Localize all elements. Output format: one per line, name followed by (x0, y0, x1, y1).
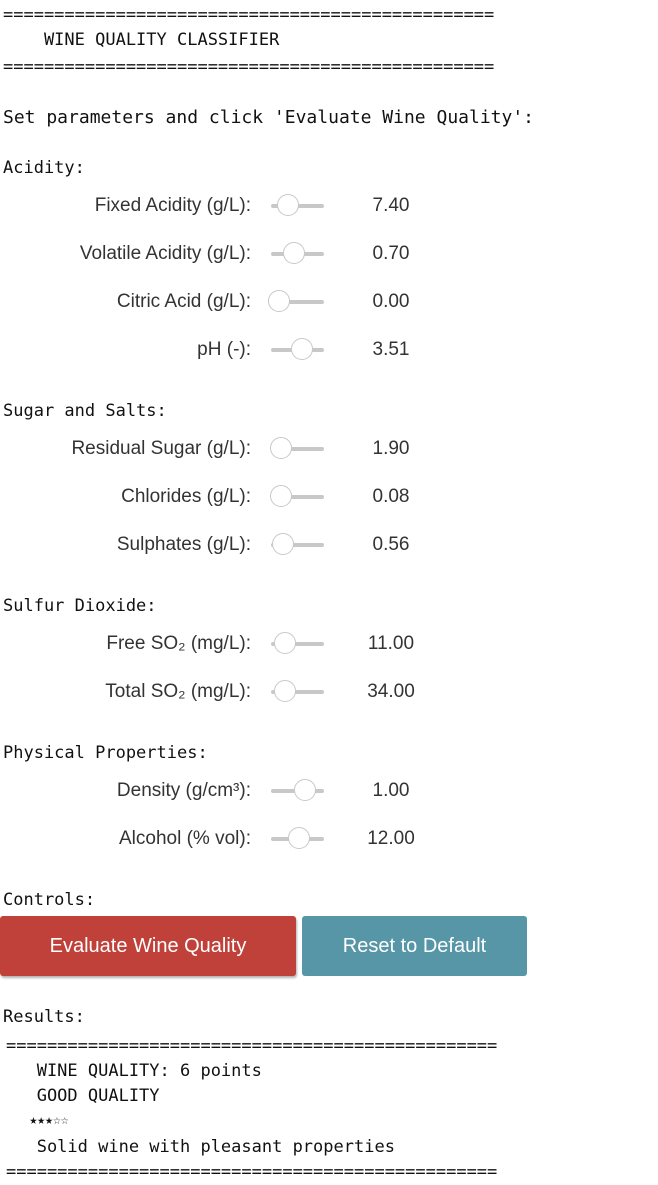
ph-slider[interactable] (271, 335, 324, 365)
slider-row-free-so2 (0, 629, 658, 659)
total-so2-label: Total SO₂ (mg/L): (105, 681, 251, 702)
slider-knob[interactable] (270, 437, 292, 459)
slider-knob[interactable] (270, 485, 292, 507)
slider-row-volatile-acidity (0, 239, 658, 269)
free-so2-slider[interactable] (271, 629, 324, 659)
alcohol-value: 12.00 (367, 828, 415, 849)
slider-knob[interactable] (283, 242, 305, 264)
result-star-rating: ★★★☆☆ (6, 1113, 69, 1128)
section-sugar-heading: Sugar and Salts: (3, 401, 167, 421)
ph-label: pH (-): (197, 339, 251, 360)
slider-knob[interactable] (294, 779, 316, 801)
section-physical-heading: Physical Properties: (3, 743, 208, 763)
slider-row-ph (0, 335, 658, 365)
app-title: WINE QUALITY CLASSIFIER (3, 30, 280, 50)
density-value: 1.00 (372, 780, 410, 801)
slider-row-sulphates (0, 530, 658, 560)
result-quality-grade: GOOD QUALITY (6, 1086, 160, 1106)
free-so2-value: 11.00 (367, 633, 415, 654)
citric-acid-slider[interactable] (271, 287, 324, 317)
section-controls-heading: Controls: (3, 890, 96, 910)
results-rule-bottom: ================================================ (6, 1162, 498, 1182)
instructions-text: Set parameters and click 'Evaluate Wine Quality': (3, 107, 535, 128)
section-sulfur-heading: Sulfur Dioxide: (3, 596, 157, 616)
result-description: Solid wine with pleasant properties (6, 1137, 395, 1157)
slider-knob[interactable] (274, 632, 296, 654)
volatile-acidity-value: 0.70 (372, 243, 410, 264)
section-acidity-heading: Acidity: (3, 158, 85, 178)
total-so2-value: 34.00 (367, 681, 415, 702)
citric-acid-label: Citric Acid (g/L): (116, 291, 251, 312)
chlorides-label: Chlorides (g/L): (121, 486, 251, 507)
total-so2-slider[interactable] (271, 677, 324, 707)
residual-sugar-slider[interactable] (271, 434, 324, 464)
residual-sugar-label: Residual Sugar (g/L): (71, 438, 251, 459)
slider-knob[interactable] (288, 827, 310, 849)
slider-row-alcohol (0, 824, 658, 854)
free-so2-label: Free SO₂ (mg/L): (106, 633, 251, 654)
fixed-acidity-label: Fixed Acidity (g/L): (94, 195, 251, 216)
slider-row-residual-sugar (0, 434, 658, 464)
evaluate-wine-quality-button[interactable]: Evaluate Wine Quality (0, 916, 296, 976)
header-rule-top: ================================================ (3, 5, 495, 25)
volatile-acidity-label: Volatile Acidity (g/L): (79, 243, 251, 264)
slider-knob[interactable] (274, 680, 296, 702)
slider-knob[interactable] (277, 194, 299, 216)
density-label: Density (g/cm³): (116, 780, 251, 801)
sulphates-slider[interactable] (271, 530, 324, 560)
volatile-acidity-slider[interactable] (271, 239, 324, 269)
chlorides-slider[interactable] (271, 482, 324, 512)
sulphates-value: 0.56 (372, 534, 410, 555)
section-results-heading: Results: (3, 1007, 85, 1027)
chlorides-value: 0.08 (372, 486, 410, 507)
slider-knob[interactable] (272, 533, 294, 555)
slider-row-total-so2 (0, 677, 658, 707)
slider-row-citric-acid (0, 287, 658, 317)
fixed-acidity-value: 7.40 (372, 195, 410, 216)
slider-knob[interactable] (268, 290, 290, 312)
citric-acid-value: 0.00 (372, 291, 410, 312)
density-slider[interactable] (271, 776, 324, 806)
residual-sugar-value: 1.90 (372, 438, 410, 459)
ph-value: 3.51 (372, 339, 410, 360)
slider-row-fixed-acidity (0, 191, 658, 221)
sulphates-label: Sulphates (g/L): (116, 534, 251, 555)
result-quality-score: WINE QUALITY: 6 points (6, 1061, 262, 1081)
results-rule-top: ================================================ (6, 1036, 498, 1056)
alcohol-label: Alcohol (% vol): (119, 828, 251, 849)
header-rule-bottom: ================================================ (3, 57, 495, 77)
alcohol-slider[interactable] (271, 824, 324, 854)
slider-row-chlorides (0, 482, 658, 512)
reset-to-default-button[interactable]: Reset to Default (302, 916, 527, 976)
fixed-acidity-slider[interactable] (271, 191, 324, 221)
slider-row-density (0, 776, 658, 806)
slider-knob[interactable] (291, 338, 313, 360)
